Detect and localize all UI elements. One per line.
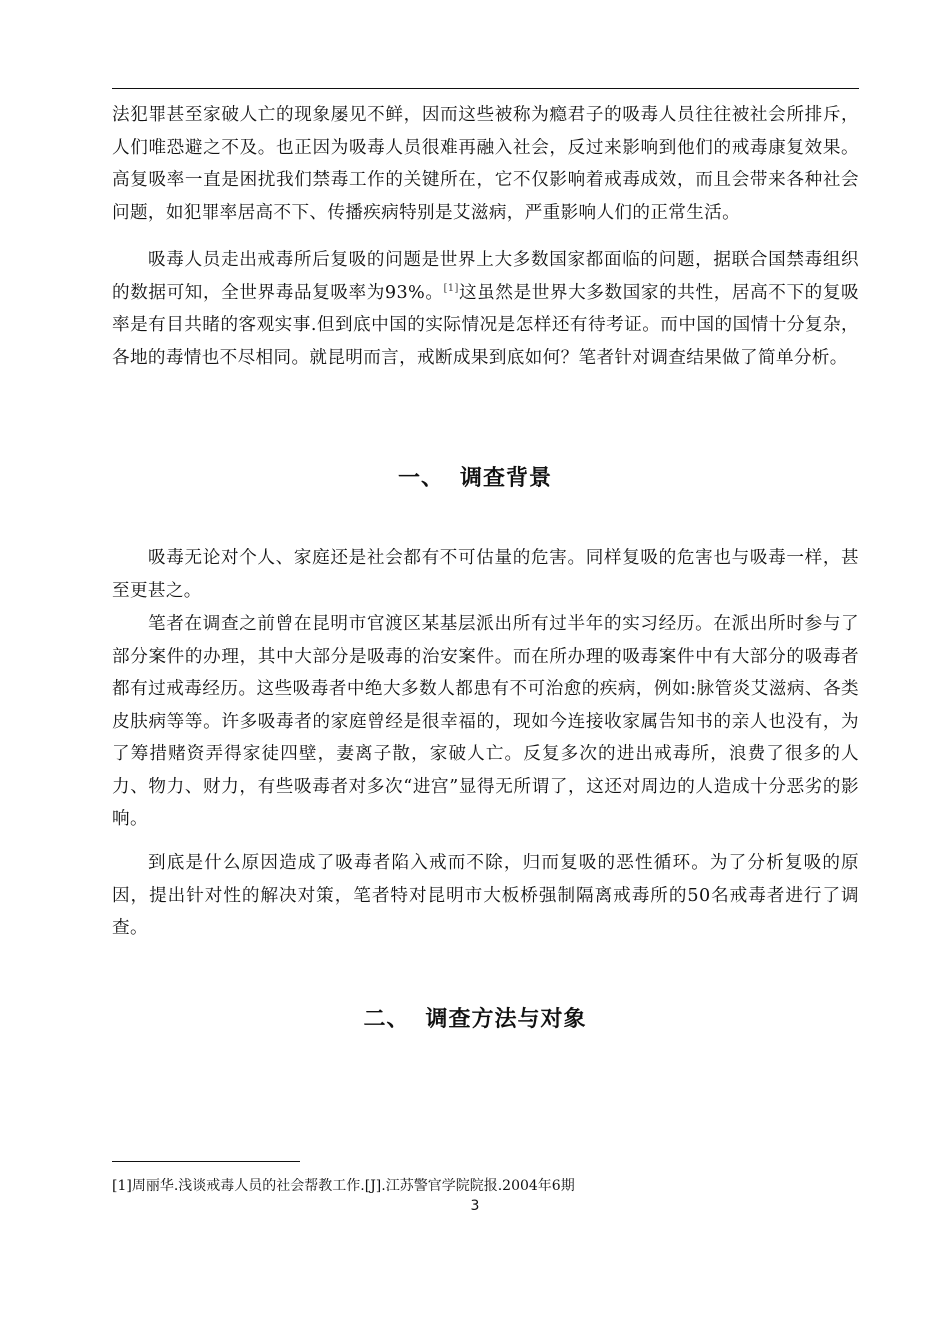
paragraph-5: 到底是什么原因造成了吸毒者陷入戒而不除，归而复吸的恶性循环。为了分析复吸的原因，提出针对性的解决对策，笔者特对昆明市大板桥强制隔离戒毒所的50名戒毒者进行了调查。 [112,853,859,938]
paragraph-3: 吸毒无论对个人、家庭还是社会都有不可估量的危害。同样复吸的危害也与吸毒一样，甚至更甚之。 [112,548,859,601]
footnote-rule [112,1161,300,1162]
footnote: [1]周丽华.浅谈戒毒人员的社会帮教工作.[J].江苏警官学院院报.2004年6期 [112,1178,575,1194]
section-heading-1 [0,461,950,492]
citation-ref[interactable]: [1] [443,282,459,294]
section-number-2: 二、 [363,1007,410,1032]
paragraph-4: 笔者在调查之前曾在昆明市官渡区某基层派出所有过半年的实习经历。在派出所时参与了部分案件的办理，其中大部分是吸毒的治安案件。而在所办理的吸毒案件中有大部分的吸毒者都有过戒毒经历。这些吸毒者中绝大多数人都患有不可治愈的疾病，例如:脉管炎艾滋病、各类皮肤病等等。许多吸毒者的家庭曾经是很幸福的，现如今连接收家属告知书的亲人也没有，为了筹措赌资弄得家徒四壁，妻离子散，家破人亡。反复多次的进出戒毒所，浪费了很多的人力、物力、财力，有些吸毒者对多次“进宫”显得无所谓了，这还对周边的人造成十分恶劣的影响。 [112,614,859,829]
section-number-1: 一、 [397,466,444,491]
header-rule [112,88,859,89]
page-number: 3 [470,1198,480,1214]
paragraph-2-text-b: 这虽然是世界大多数国家的共性，居高不下的复吸率是有目共睹的客观实事.但到底中国的实际情况是怎样还有待考证。而中国的国情十分复杂，各地的毒情也不尽相同。就昆明而言，戒断成果到底如何？笔者针对调查结果做了简单分析。 [112,282,859,368]
section-heading-2 [0,1002,950,1033]
section-title-1: 调查背景 [460,466,553,491]
paragraph-2-text-a: 吸毒人员走出戒毒所后复吸的问题是世界上大多数国家都面临的问题，据联合国禁毒组织的数据可知，全世界毒品复吸率为93%。 [112,250,859,303]
paragraph-1: 法犯罪甚至家破人亡的现象屡见不鲜，因而这些被称为瘾君子的吸毒人员往往被社会所排斥，人们唯恐避之不及。也正因为吸毒人员很难再融入社会，反过来影响到他们的戒毒康复效果。高复吸率一直是困扰我们禁毒工作的关键所在，它不仅影响着戒毒成效，而且会带来各种社会问题，如犯罪率居高不下、传播疾病特别是艾滋病，严重影响人们的正常生活。 [112,105,859,223]
paragraph-2 [112,244,859,374]
section-title-2: 调查方法与对象 [425,1007,587,1032]
